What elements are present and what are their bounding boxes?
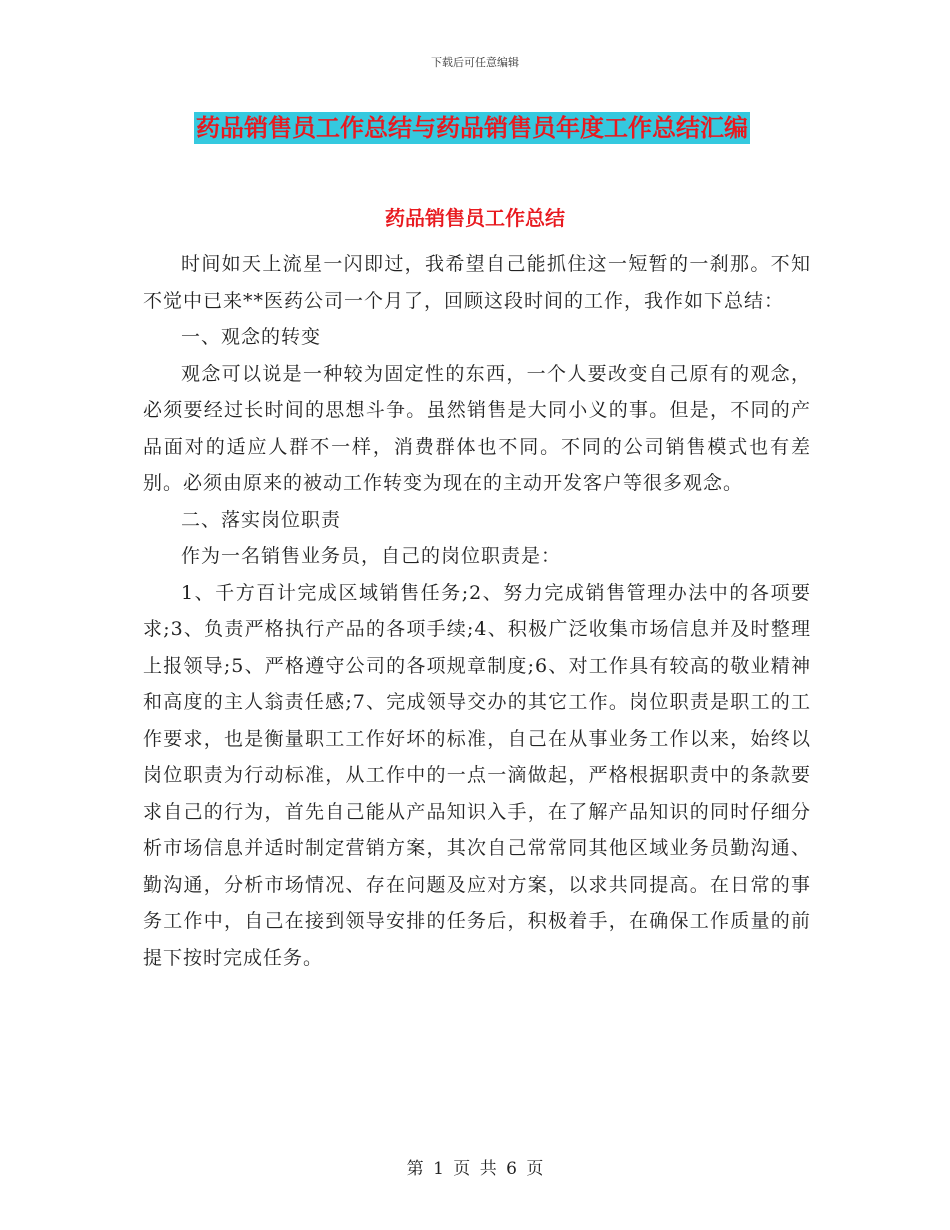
paragraph-concept-change: 观念可以说是一种较为固定性的东西，一个人要改变自己原有的观念，必须要经过长时间的思想斗争。虽然销售是大同小义的事。但是，不同的产品面对的适应人群不一样，消费群体也不同。不同的公司销售模式也有差别。必须由原来的被动工作转变为现在的主动开发客户等很多观念。 — [143, 362, 811, 494]
paragraph-intro: 时间如天上流星一闪即过，我希望自己能抓住这一短暂的一刹那。不知不觉中已来**医药公司一个月了，回顾这段时间的工作，我作如下总结： — [143, 253, 811, 312]
paragraph-job-duties-intro: 作为一名销售业务员，自己的岗位职责是： — [181, 545, 562, 567]
paragraph-job-duties-list: 1、千方百计完成区域销售任务;2、努力完成销售管理办法中的各项要求;3、负责严格执行产品的各项手续;4、积极广泛收集市场信息并及时整理上报领导;5、严格遵守公司的各项规章制度;6、对工作具有较高的敬业精神和高度的主人翁责任感;7、完成领导交办的其它工作。岗位职责是职工的工作要求，也是衡量职工工作好坏的标准，自己在从事业务工作以来，始终以岗位职责为行动标准，从工作中的一点一滴做起，严格根据职责中的条款要求自己的行为，首先自己能从产品知识入手，在了解产品知识的同时仔细分析市场信息并适时制定营销方案，其次自己常常同其他区域业务员勤沟通、勤沟通，分析市场情况、存在问题及应对方案，以求共同提高。在日常的事务工作中，自己在接到领导安排的任务后，积极着手，在确保工作质量的前提下按时完成任务。 — [143, 581, 811, 969]
page-number: 第 1 页 共 6 页 — [406, 1159, 544, 1179]
document-title: 药品销售员工作总结与药品销售员年度工作总结汇编 — [196, 113, 748, 142]
document-body — [143, 246, 811, 976]
page-header-note: 下载后可任意编辑 — [431, 56, 519, 69]
heading-concept-change: 一、观念的转变 — [181, 326, 322, 348]
section-title: 药品销售员工作总结 — [385, 206, 565, 230]
heading-job-duties: 二、落实岗位职责 — [181, 508, 342, 531]
